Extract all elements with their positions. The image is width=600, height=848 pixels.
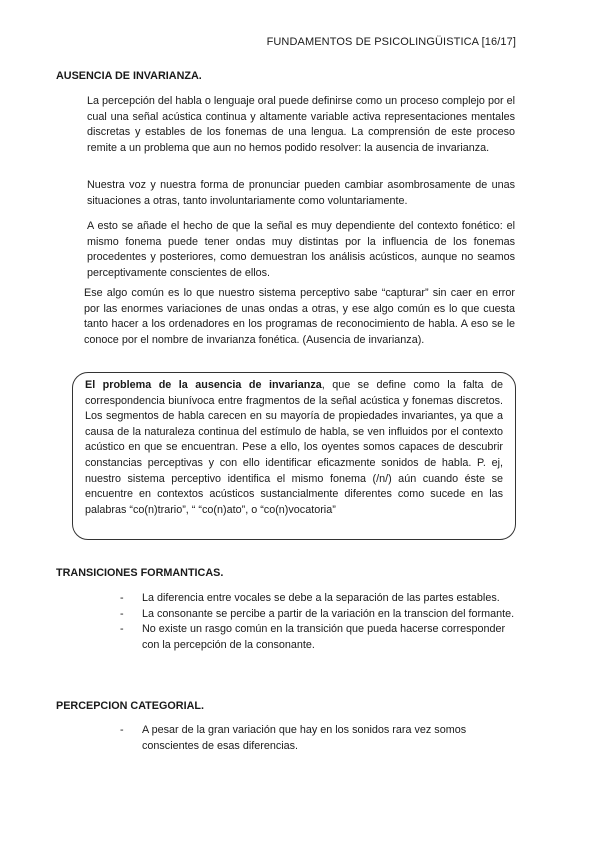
paragraph-1: La percepción del habla o lenguaje oral puede definirse como un proceso complejo por el cual una señal acústica continua y altamente variable activa representaciones mentales discretas y estables de los fonemas de una lengua. La comprensión de este proceso remite a un problema que aun no hemos podido resolver: la ausencia de invarianza. — [87, 95, 515, 154]
list-item: - La diferencia entre vocales se debe a la separación de las partes estables. — [120, 591, 520, 607]
paragraph-3: A esto se añade el hecho de que la señal es muy dependiente del contexto fonético: el mismo fonema puede tener ondas muy distintas por la influencia de los fonemas procedentes y posteriores, como demuestran los análisis acústicos, aunque no seamos perceptivamente conscientes de ellos. — [87, 220, 515, 279]
dash-bullet: - — [120, 623, 124, 636]
callout-lead: El problema de la ausencia de invarianza — [85, 379, 322, 391]
dash-bullet: - — [120, 592, 124, 604]
categorial-list — [120, 723, 520, 754]
dash-bullet: - — [120, 724, 124, 736]
dash-bullet: - — [120, 607, 124, 620]
transiciones-list — [120, 591, 520, 653]
heading-transiciones-formanticas: TRANSICIONES FORMANTICAS. — [56, 567, 224, 579]
heading-percepcion-categorial: PERCEPCION CATEGORIAL. — [56, 700, 204, 712]
list-item: - A pesar de la gran variación que hay en los sonidos rara vez somos conscientes de esas diferencias. — [120, 724, 467, 752]
list-item: - No existe un rasgo común en la transición que pueda hacerse corresponder con la percepción de la consonante. — [120, 623, 506, 651]
callout-body: , que se define como la falta de correspondencia biunívoca entre fragmentos de la señal acústica y fonemas discretos. Los segmentos de habla carecen en su mayoría de propiedades invariantes, ya que a causa de la naturaleza continua del estímulo de habla, se ven influidos por el contexto acústico en que se encuentran. Pese a ello, los oyentes somos capaces de descubrir constancias perceptivas y con ello identificar eficazmente sonidos de habla. P. ej, nuestro sistema perceptivo identifica el mismo fonema (/n/) aún cuando éste se encuentre en contextos acústicos sustancialmente diferentes como sucede en las palabras “co(n)trario”, “ “co(n)ato”, o “co(n)vocatoria” — [85, 379, 503, 516]
paragraph-2: Nuestra voz y nuestra forma de pronunciar pueden cambiar asombrosamente de unas situaciones a otras, tanto involuntariamente como voluntariamente. — [87, 179, 515, 207]
definition-callout-box — [72, 372, 516, 540]
running-header: FUNDAMENTOS DE PSICOLINGÜISTICA [16/17] — [266, 36, 516, 48]
paragraph-4: Ese algo común es lo que nuestro sistema perceptivo sabe “capturar” sin caer en error por las enormes variaciones de unas ondas a otras, y ese algo común es lo que cuesta tanto hacer a los ordenadores en los programas de reconocimiento de habla. A eso se le conoce por el nombre de invarianza fonética. (Ausencia de invarianza). — [84, 287, 515, 346]
heading-ausencia-de-invarianza: AUSENCIA DE INVARIANZA. — [56, 70, 202, 82]
list-item: - La consonante se percibe a partir de la variación en la transcion del formante. — [120, 607, 520, 623]
callout-text — [85, 378, 503, 518]
